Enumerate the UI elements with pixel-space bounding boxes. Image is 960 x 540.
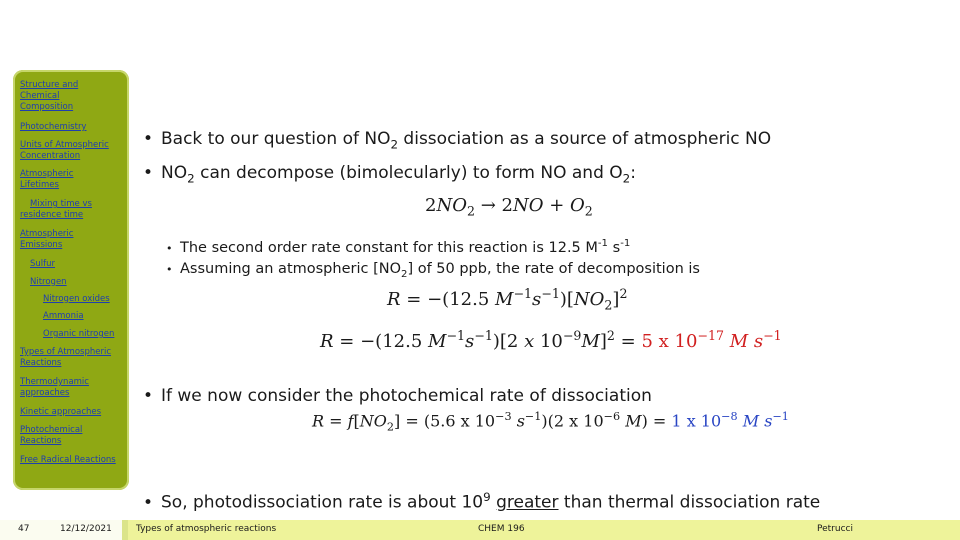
eq-part: −1 bbox=[446, 328, 466, 343]
nav-structure-composition[interactable] bbox=[20, 80, 78, 113]
bullet-dot: • bbox=[143, 129, 154, 149]
eq-part: )[ bbox=[559, 289, 574, 310]
eq-part: f bbox=[347, 411, 354, 431]
eq-part: 2 bbox=[619, 286, 628, 301]
subscript: 2 bbox=[187, 171, 195, 186]
eq-part: −1 bbox=[513, 286, 533, 301]
eq-part: −1 bbox=[474, 328, 493, 343]
footer-date: 12/12/2021 bbox=[60, 524, 112, 534]
subscript: 2 bbox=[390, 137, 399, 152]
eq-part: s bbox=[465, 331, 475, 352]
eq-part: s bbox=[511, 411, 525, 431]
nav-kinetic[interactable] bbox=[20, 407, 101, 418]
bullet-no2-question bbox=[143, 129, 771, 151]
eq-part: ) = bbox=[641, 411, 672, 431]
eq-part: 2 bbox=[425, 195, 437, 216]
nav-label: Free Radical Reactions bbox=[20, 455, 116, 465]
superscript: -1 bbox=[597, 238, 609, 249]
bullet-text: So, photodissociation rate is about 10 bbox=[161, 492, 484, 513]
eq-part: −1 bbox=[541, 286, 560, 301]
eq-part: NO bbox=[573, 289, 605, 310]
eq-result-thermal: 5 x 10 bbox=[641, 331, 698, 352]
eq-part: ] bbox=[599, 331, 607, 352]
bullet-dot: • bbox=[143, 163, 154, 183]
nav-mixing-residence[interactable] bbox=[20, 199, 92, 221]
eq-part: NO bbox=[359, 411, 387, 431]
nav-types-reactions[interactable] bbox=[20, 347, 111, 369]
bullet-text: The second order rate constant for this reaction is 12.5 M bbox=[180, 239, 598, 256]
eq-part: −1 bbox=[772, 410, 789, 423]
nav-label: Thermodynamic bbox=[20, 377, 89, 387]
nav-sulfur[interactable] bbox=[30, 259, 55, 270]
nav-label: residence time bbox=[20, 210, 84, 220]
eq-part: x bbox=[524, 331, 535, 352]
nav-label: Emissions bbox=[20, 240, 63, 250]
nav-label: Units of Atmospheric bbox=[20, 140, 109, 150]
nav-nitrogen[interactable] bbox=[30, 277, 67, 288]
bullet-text: ] of 50 ppb, the rate of decomposition is bbox=[407, 261, 700, 277]
subscript: 2 bbox=[622, 171, 631, 186]
eq-part: 2 bbox=[386, 420, 395, 434]
bullet-photochemical bbox=[143, 386, 652, 406]
nav-photochemistry[interactable] bbox=[20, 122, 86, 133]
superscript: 9 bbox=[483, 490, 491, 504]
eq-part: 2 bbox=[604, 297, 613, 313]
eq-part: R bbox=[312, 411, 325, 431]
eq-part: 2 bbox=[466, 203, 475, 219]
nav-label: Types of Atmospheric bbox=[20, 347, 111, 357]
eq-part: 2 bbox=[606, 328, 615, 343]
slide-number: 47 bbox=[18, 524, 30, 534]
slide-footer bbox=[0, 520, 960, 540]
eq-part: ] = (5.6 x 10 bbox=[394, 411, 496, 431]
nav-label: Concentration bbox=[20, 151, 81, 161]
nav-label: Reactions bbox=[20, 358, 62, 368]
eq-part: NO bbox=[512, 195, 544, 216]
nav-label: Photochemistry bbox=[20, 122, 87, 132]
eq-part: NO bbox=[436, 195, 467, 216]
eq-part: )[2 bbox=[492, 331, 525, 352]
eq-part: )(2 x 10 bbox=[541, 411, 604, 431]
nav-label: Atmospheric bbox=[20, 169, 74, 179]
footer-title: Types of atmospheric reactions bbox=[136, 524, 277, 534]
nav-label: Nitrogen bbox=[30, 277, 67, 287]
eq-part: −17 bbox=[697, 328, 724, 343]
nav-units-concentration[interactable] bbox=[20, 140, 109, 162]
eq-part: −3 bbox=[495, 410, 512, 423]
eq-part: = bbox=[324, 411, 348, 431]
nav-label: Chemical bbox=[20, 91, 60, 101]
eq-part: s bbox=[532, 289, 542, 310]
bullet-dot: • bbox=[166, 263, 173, 276]
eq-part: ] bbox=[612, 289, 620, 310]
eq-part: −1 bbox=[763, 328, 782, 343]
bullet-text: Back to our question of NO bbox=[161, 129, 391, 149]
eq-part: 10 bbox=[534, 331, 563, 352]
subbullet-assumption bbox=[166, 261, 700, 280]
equation-reaction bbox=[425, 195, 593, 219]
bullet-dot: • bbox=[166, 241, 173, 255]
eq-part: −9 bbox=[562, 328, 582, 343]
nav-label: Ammonia bbox=[43, 311, 84, 321]
bullet-text: s bbox=[608, 239, 621, 256]
equation-photo-rate bbox=[312, 410, 789, 434]
bullet-text: : bbox=[630, 163, 636, 183]
equation-rate-numeric bbox=[320, 328, 782, 352]
eq-part: 2 bbox=[584, 203, 593, 219]
nav-label: Kinetic approaches bbox=[20, 407, 102, 417]
bullet-dot: • bbox=[143, 492, 154, 513]
subscript: 2 bbox=[400, 268, 408, 280]
eq-part: R bbox=[387, 289, 401, 310]
nav-label: Reactions bbox=[20, 436, 62, 446]
nav-thermodynamic[interactable] bbox=[20, 377, 89, 399]
nav-label: Composition bbox=[20, 102, 74, 112]
superscript: -1 bbox=[620, 238, 631, 249]
nav-label: Structure and bbox=[20, 80, 79, 90]
nav-label: Organic nitrogen bbox=[43, 329, 115, 339]
bullet-no2-decompose bbox=[143, 163, 636, 185]
bullet-text: than thermal dissociation rate bbox=[558, 492, 821, 513]
eq-part: = −(12.5 bbox=[400, 289, 495, 310]
nav-free-radical[interactable] bbox=[20, 455, 116, 466]
eq-part: = −(12.5 bbox=[333, 331, 428, 352]
eq-part: M s bbox=[742, 411, 773, 431]
eq-part: M bbox=[495, 289, 514, 310]
nav-nitrogen-oxides[interactable] bbox=[43, 294, 110, 305]
eq-part: O bbox=[570, 195, 585, 216]
nav-label: approaches bbox=[20, 388, 70, 398]
eq-part: M bbox=[620, 411, 642, 431]
eq-result-photo: 1 x 10 bbox=[671, 411, 722, 431]
bullet-text: can decompose (bimolecularly) to form NO and O bbox=[194, 163, 623, 183]
nav-label: Mixing time vs bbox=[30, 199, 92, 209]
footer-author: Petrucci bbox=[817, 524, 853, 534]
eq-part: −8 bbox=[721, 410, 738, 423]
eq-part: + bbox=[543, 195, 571, 216]
nav-photochemical-reactions[interactable] bbox=[20, 425, 82, 447]
footer-course: CHEM 196 bbox=[478, 524, 525, 534]
eq-part: −6 bbox=[603, 410, 621, 423]
nav-label: Photochemical bbox=[20, 425, 83, 435]
subbullet-rate-constant bbox=[166, 238, 630, 256]
eq-part: M s bbox=[729, 331, 764, 352]
bullet-text: If we now consider the photochemical rate of dissociation bbox=[161, 386, 652, 406]
bullet-dot: • bbox=[143, 386, 154, 406]
eq-part: R bbox=[320, 331, 334, 352]
nav-label: Nitrogen oxides bbox=[43, 294, 110, 304]
bullet-text: NO bbox=[161, 163, 188, 183]
eq-part: M bbox=[581, 331, 600, 352]
nav-ammonia[interactable] bbox=[43, 311, 84, 322]
bullet-conclusion bbox=[143, 490, 820, 513]
eq-part: [ bbox=[353, 411, 360, 431]
eq-part: 2 bbox=[501, 195, 513, 216]
bullet-emphasis: greater bbox=[496, 492, 559, 513]
nav-label: Lifetimes bbox=[20, 180, 59, 190]
bullet-text: dissociation as a source of atmospheric NO bbox=[398, 129, 772, 149]
bullet-text: Assuming an atmospheric [NO bbox=[180, 261, 401, 277]
nav-label: Atmospheric bbox=[20, 229, 74, 239]
eq-part: → bbox=[474, 195, 502, 216]
nav-label: Sulfur bbox=[30, 259, 56, 269]
eq-part: = bbox=[614, 331, 642, 352]
equation-rate-symbolic bbox=[387, 286, 627, 313]
nav-atmospheric-lifetimes[interactable] bbox=[20, 169, 73, 191]
eq-part: −1 bbox=[524, 410, 542, 423]
nav-atmospheric-emissions[interactable] bbox=[20, 229, 73, 251]
nav-organic-nitrogen[interactable] bbox=[43, 329, 114, 340]
eq-part: M bbox=[428, 331, 447, 352]
